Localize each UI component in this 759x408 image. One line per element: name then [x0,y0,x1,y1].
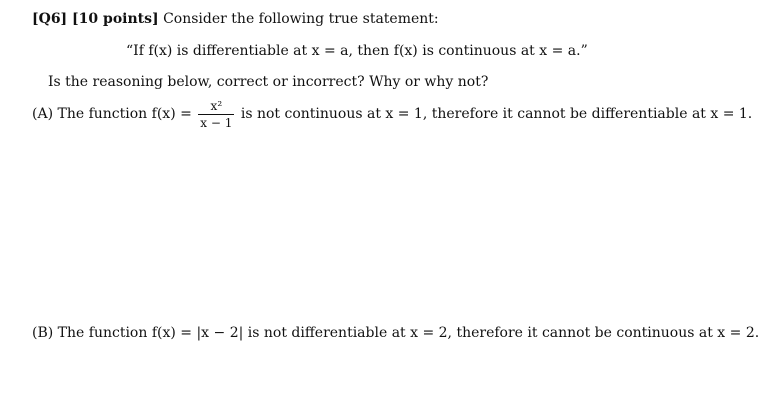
question-header [32,10,439,28]
part-a-lead: The function [57,106,148,122]
part-a-label: (A) [32,106,54,122]
part-a-function: f(x) = [151,106,192,122]
fraction-denominator: x − 1 [200,115,233,130]
statement: “If f(x) is differentiable at x = a, then f(x) is continuous at x = a.” [126,43,588,59]
part-a-fraction [198,99,234,130]
question-intro: Consider the following true statement: [163,11,439,27]
part-b [32,324,759,342]
part-a-tail: is not continuous at x = 1, therefore it cannot be differentiable at x = 1. [240,106,753,122]
part-b-text: The function f(x) = |x − 2| is not differentiable at x = 2, therefore it cannot be continuous at x = 2. [57,325,759,341]
part-a [32,98,752,130]
part-b-label: (B) [32,325,54,341]
question-label: [Q6] [10 points] [32,11,159,27]
fraction-numerator: x² [198,99,234,115]
prompt: Is the reasoning below, correct or incorrect? Why or why not? [48,74,489,90]
